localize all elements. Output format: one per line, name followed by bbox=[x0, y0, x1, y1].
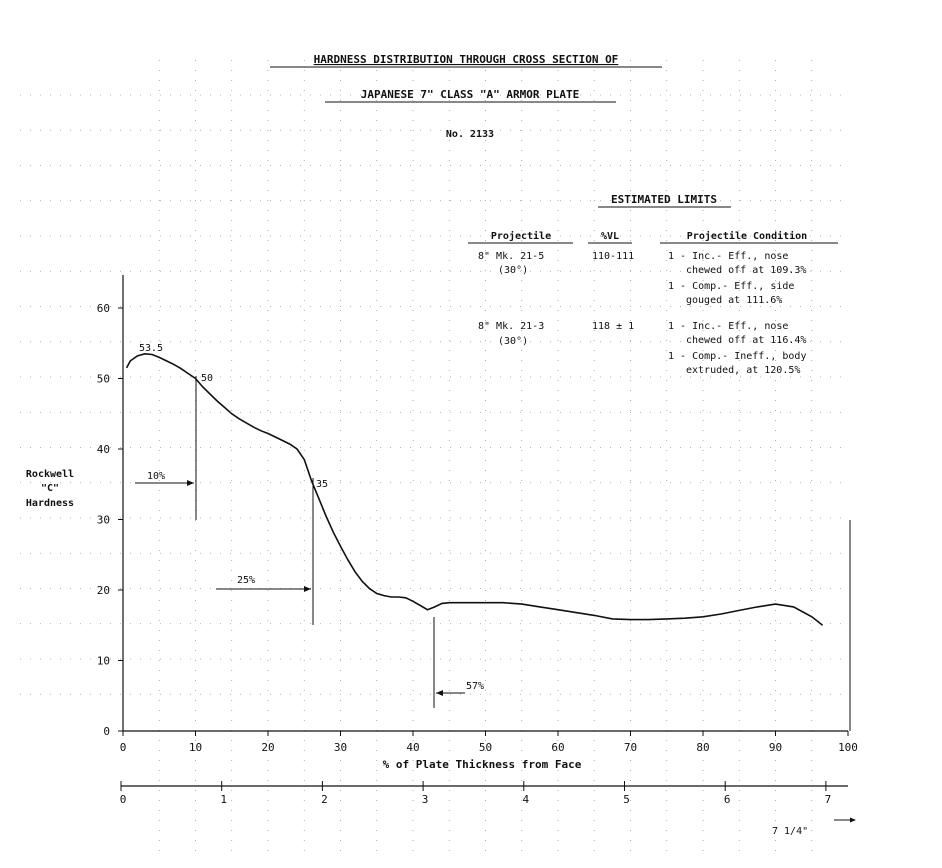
estimated-limits-table bbox=[468, 193, 838, 376]
y-tick-label: 60 bbox=[96, 302, 110, 315]
row1-projectile-angle: (30°) bbox=[498, 265, 529, 276]
chart-subtitle: JAPANESE 7" CLASS "A" ARMOR PLATE bbox=[360, 88, 580, 101]
inch-scale-end-label: 7 1/4" bbox=[772, 826, 809, 837]
inch-tick-label: 7 bbox=[824, 793, 832, 806]
row2-condition-4: extruded, at 120.5% bbox=[686, 365, 801, 376]
x-tick-label: 70 bbox=[623, 741, 638, 754]
annotations bbox=[135, 343, 484, 708]
y-tick-label: 20 bbox=[96, 584, 110, 597]
inch-tick-label: 3 bbox=[421, 793, 429, 806]
pct-25-label: 25% bbox=[237, 575, 256, 586]
row1-condition-1: 1 - Inc.- Eff., nose bbox=[668, 251, 789, 262]
row1-vl: 110-111 bbox=[592, 251, 635, 262]
inch-tick-label: 0 bbox=[119, 793, 127, 806]
row2-vl: 118 ± 1 bbox=[592, 321, 635, 332]
y-tick-label: 40 bbox=[96, 443, 110, 456]
x-tick-label: 20 bbox=[261, 741, 275, 754]
x-tick-label: 60 bbox=[551, 741, 565, 754]
x-tick-label: 30 bbox=[333, 741, 348, 754]
inch-tick-label: 1 bbox=[220, 793, 228, 806]
row1-condition-3: 1 - Comp.- Eff., side bbox=[668, 281, 795, 292]
hardness-curve bbox=[127, 354, 823, 626]
inch-scale-end-arrowhead bbox=[850, 818, 856, 823]
plate-number: No. 2133 bbox=[445, 129, 495, 140]
x-tick-label: 90 bbox=[768, 741, 783, 754]
pct-57-label: 57% bbox=[466, 681, 485, 692]
inch-scale bbox=[120, 781, 848, 806]
row2-projectile-angle: (30°) bbox=[498, 336, 529, 347]
limits-title: ESTIMATED LIMITS bbox=[611, 193, 717, 206]
row1-condition-4: gouged at 111.6% bbox=[686, 295, 783, 306]
x-tick-label: 80 bbox=[696, 741, 710, 754]
y-tick-labels bbox=[97, 302, 123, 738]
peak-value-label: 53.5 bbox=[139, 343, 164, 354]
grid-lines bbox=[20, 60, 850, 860]
header-condition: Projectile Condition bbox=[686, 231, 808, 242]
row2-condition-2: chewed off at 116.4% bbox=[686, 335, 807, 346]
x-tick-label: 50 bbox=[478, 741, 493, 754]
inch-tick-label: 6 bbox=[723, 793, 731, 806]
x-tick-label: 40 bbox=[406, 741, 420, 754]
row2-condition-1: 1 - Inc.- Eff., nose bbox=[668, 321, 789, 332]
arrowhead-10pct bbox=[187, 480, 194, 486]
row2-condition-3: 1 - Comp.- Ineff., body bbox=[668, 351, 807, 362]
arrowhead-25pct bbox=[304, 586, 311, 592]
x-tick-label: 0 bbox=[119, 741, 127, 754]
row2-projectile: 8" Mk. 21-3 bbox=[478, 321, 545, 332]
y-tick-label: 10 bbox=[96, 654, 110, 668]
header-vl: %VL bbox=[600, 231, 620, 242]
label-50: 50 bbox=[201, 373, 214, 384]
pct-10-label: 10% bbox=[147, 471, 166, 482]
inch-tick-label: 4 bbox=[522, 793, 530, 806]
chart-title: HARDNESS DISTRIBUTION THROUGH CROSS SECTION OF bbox=[313, 53, 619, 66]
inch-tick-label: 5 bbox=[623, 793, 630, 806]
y-axis-label-line2: "C" bbox=[40, 483, 60, 494]
x-axis-label: % of Plate Thickness from Face bbox=[382, 758, 582, 771]
y-tick-label: 0 bbox=[103, 725, 110, 738]
row1-projectile: 8" Mk. 21-5 bbox=[478, 251, 545, 262]
x-tick-label: 10 bbox=[188, 741, 203, 754]
arrowhead-57pct bbox=[436, 690, 443, 696]
x-tick-labels bbox=[120, 731, 858, 754]
x-tick-label: 100 bbox=[838, 741, 858, 754]
y-tick-label: 30 bbox=[96, 513, 110, 527]
inch-tick-label: 2 bbox=[321, 793, 328, 806]
row1-condition-2: chewed off at 109.3% bbox=[686, 265, 807, 276]
label-35: 35 bbox=[316, 479, 329, 490]
y-tick-label: 50 bbox=[96, 372, 110, 386]
y-axis-label-line3: Hardness bbox=[25, 498, 75, 509]
header-projectile: Projectile bbox=[490, 231, 552, 242]
y-axis-label-line1: Rockwell bbox=[25, 469, 75, 480]
